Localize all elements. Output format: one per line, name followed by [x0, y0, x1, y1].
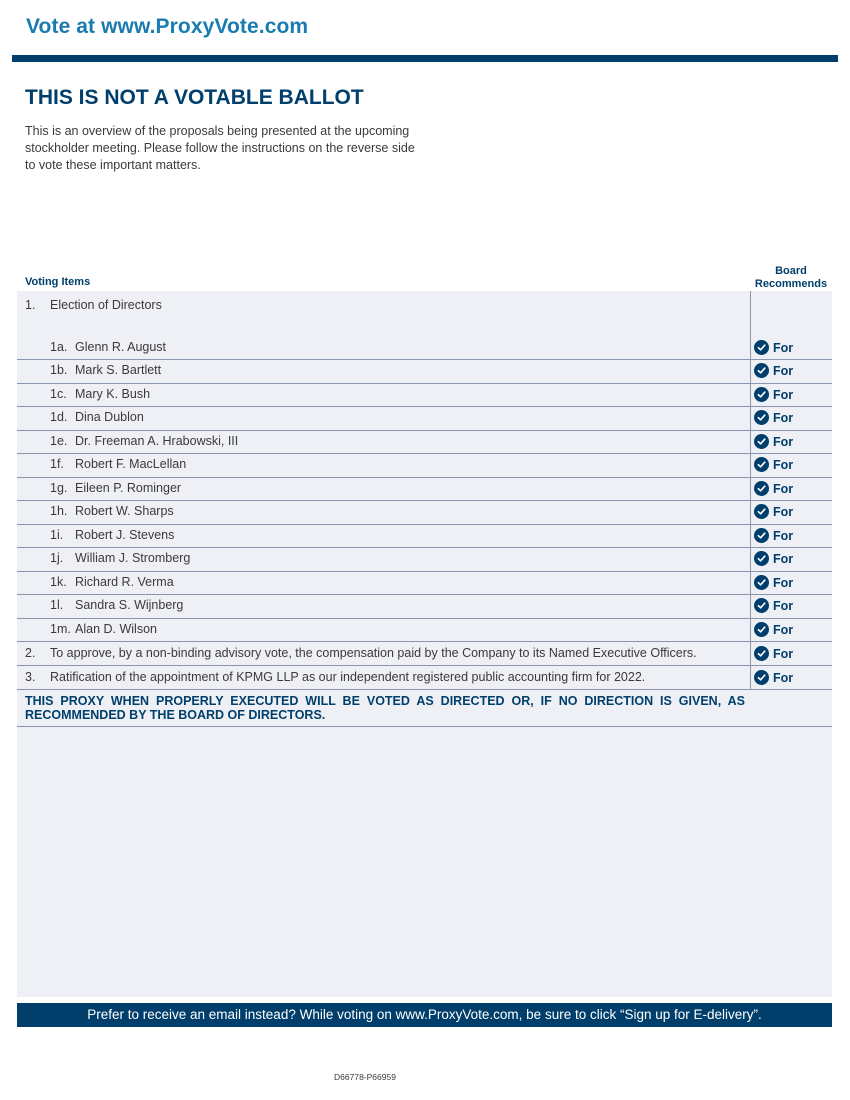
- check-circle-icon: [754, 434, 769, 449]
- recommendation-label: For: [773, 340, 794, 355]
- director-recommendation: [754, 528, 793, 543]
- director-name: William J. Stromberg: [75, 551, 191, 565]
- board-recommends-header: [750, 265, 832, 291]
- e-delivery-banner: Prefer to receive an email instead? While voting on www.ProxyVote.com, be sure to click “Sign up for E-delivery”.: [17, 1003, 832, 1027]
- director-name: Alan D. Wilson: [75, 622, 157, 636]
- director-row: [17, 548, 832, 572]
- director-item-number: 1a.: [50, 340, 68, 354]
- director-item-number: 1m.: [50, 622, 71, 636]
- check-circle-icon: [754, 670, 769, 685]
- director-item-number: 1e.: [50, 434, 68, 448]
- recommendation-label: For: [773, 598, 794, 613]
- proposal-1-number: 1.: [25, 298, 36, 312]
- director-row: [17, 619, 832, 642]
- director-recommendation: [754, 598, 793, 613]
- proposal-2-number: 2.: [25, 646, 36, 660]
- director-item-number: 1l.: [50, 598, 64, 612]
- recommendation-label: For: [773, 481, 794, 496]
- director-row: [17, 501, 832, 525]
- check-circle-icon: [754, 598, 769, 613]
- proxyvote-header-link[interactable]: Vote at www.ProxyVote.com: [26, 15, 309, 38]
- director-name: Robert W. Sharps: [75, 504, 174, 518]
- proxy-disclaimer: THIS PROXY WHEN PROPERLY EXECUTED WILL BE VOTED AS DIRECTED OR, IF NO DIRECTION IS GIVEN, AS RECOMMENDED BY THE BOARD OF DIRECTORS.: [25, 694, 745, 722]
- column-divider: [750, 291, 751, 689]
- recommendation-label: For: [773, 528, 794, 543]
- director-name: Mark S. Bartlett: [75, 363, 162, 377]
- director-item-number: 1b.: [50, 363, 68, 377]
- notice-text: This is an overview of the proposals being presented at the upcoming stockholder meeting. Please follow the instructions on the reverse side to vote these important matters.: [25, 124, 415, 172]
- document-code: D66778-P66959: [334, 1072, 396, 1082]
- director-row: [17, 572, 832, 595]
- director-row: [17, 407, 832, 431]
- director-row: [17, 478, 832, 501]
- check-circle-icon: [754, 340, 769, 355]
- recommendation-label: For: [773, 410, 794, 425]
- director-name: Glenn R. August: [75, 340, 167, 354]
- proposal-2-text: To approve, by a non-binding advisory vote, the compensation paid by the Company to its Named Executive Officers.: [50, 646, 697, 660]
- director-recommendation: [754, 481, 793, 496]
- director-name: Sandra S. Wijnberg: [75, 598, 184, 612]
- director-recommendation: [754, 504, 793, 519]
- director-name: Mary K. Bush: [75, 387, 151, 401]
- director-row: [17, 360, 832, 384]
- recommendation-label: For: [773, 504, 794, 519]
- proposal-3-row: [17, 666, 832, 690]
- board-header-line1: Board: [775, 265, 807, 277]
- header-rule: [12, 55, 838, 62]
- director-item-number: 1f.: [50, 457, 64, 471]
- director-item-number: 1d.: [50, 410, 68, 424]
- proposal-3-number: 3.: [25, 670, 36, 684]
- recommendation-label: For: [773, 646, 794, 661]
- director-name: Dina Dublon: [75, 410, 144, 424]
- director-recommendation: [754, 363, 793, 378]
- check-circle-icon: [754, 646, 769, 661]
- director-recommendation: [754, 622, 793, 637]
- director-recommendation: [754, 410, 793, 425]
- director-row: [17, 431, 832, 454]
- director-recommendation: [754, 387, 793, 402]
- director-name: Eileen P. Rominger: [75, 481, 182, 495]
- check-circle-icon: [754, 387, 769, 402]
- check-circle-icon: [754, 528, 769, 543]
- director-item-number: 1h.: [50, 504, 68, 518]
- recommendation-label: For: [773, 434, 794, 449]
- check-circle-icon: [754, 504, 769, 519]
- director-recommendation: [754, 434, 793, 449]
- recommendation-label: For: [773, 622, 794, 637]
- director-recommendation: [754, 340, 793, 355]
- proposal-2-recommendation: [754, 646, 793, 661]
- check-circle-icon: [754, 410, 769, 425]
- director-row: [17, 525, 832, 548]
- director-row: [17, 337, 832, 360]
- check-circle-icon: [754, 457, 769, 472]
- director-name: Dr. Freeman A. Hrabowski, III: [75, 434, 239, 448]
- disclaimer-rule: [17, 726, 832, 727]
- recommendation-label: For: [773, 551, 794, 566]
- notice-title: THIS IS NOT A VOTABLE BALLOT: [25, 86, 364, 109]
- proposal-3-recommendation: [754, 670, 793, 685]
- director-name: Richard R. Verma: [75, 575, 174, 589]
- director-row: [17, 454, 832, 478]
- director-item-number: 1j.: [50, 551, 64, 565]
- director-name: Robert F. MacLellan: [75, 457, 187, 471]
- proposal-3-text: Ratification of the appointment of KPMG LLP as our independent registered public accounting firm for 2022.: [50, 670, 646, 684]
- director-recommendation: [754, 457, 793, 472]
- proposal-2-row: [17, 642, 832, 666]
- recommendation-label: For: [773, 670, 794, 685]
- director-row: [17, 595, 832, 619]
- director-recommendation: [754, 575, 793, 590]
- check-circle-icon: [754, 481, 769, 496]
- director-item-number: 1c.: [50, 387, 67, 401]
- voting-items-header: Voting Items: [25, 276, 91, 288]
- check-circle-icon: [754, 551, 769, 566]
- check-circle-icon: [754, 622, 769, 637]
- director-row: [17, 384, 832, 407]
- proposal-1-title: Election of Directors: [50, 298, 162, 312]
- director-name: Robert J. Stevens: [75, 528, 175, 542]
- check-circle-icon: [754, 363, 769, 378]
- recommendation-label: For: [773, 575, 794, 590]
- recommendation-label: For: [773, 457, 794, 472]
- director-item-number: 1i.: [50, 528, 64, 542]
- director-item-number: 1k.: [50, 575, 67, 589]
- recommendation-label: For: [773, 387, 794, 402]
- check-circle-icon: [754, 575, 769, 590]
- director-item-number: 1g.: [50, 481, 68, 495]
- director-recommendation: [754, 551, 793, 566]
- board-header-line2: Recommends: [754, 278, 828, 290]
- recommendation-label: For: [773, 363, 794, 378]
